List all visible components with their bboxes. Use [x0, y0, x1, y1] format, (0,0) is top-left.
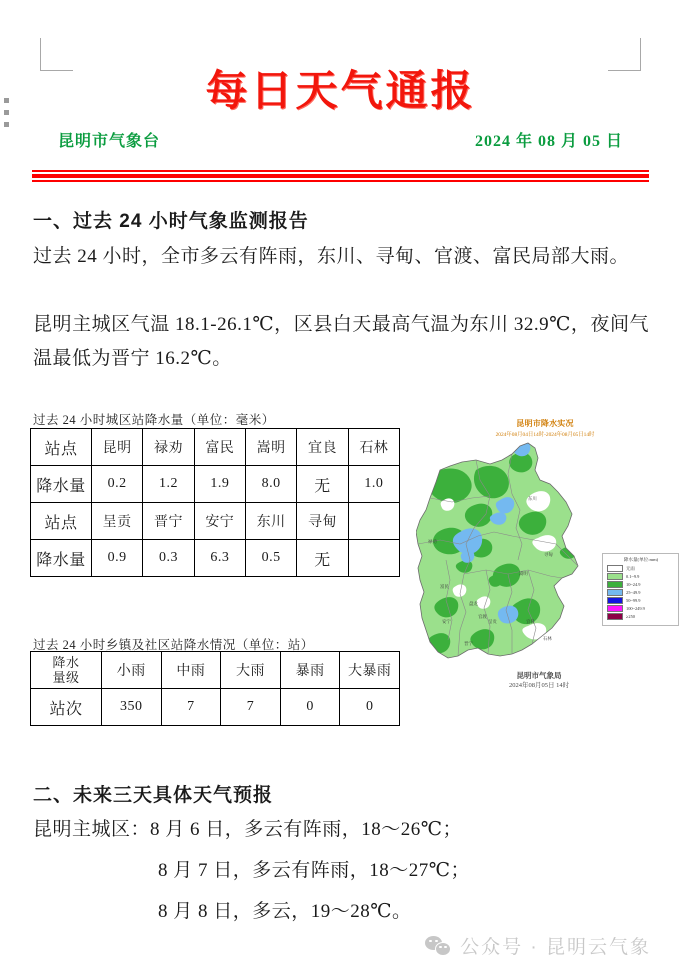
township-precipitation-grade-table	[30, 651, 400, 726]
map-title: 昆明市降水实况	[516, 419, 574, 428]
count-value-2: 7	[221, 689, 281, 726]
legend-swatch	[607, 589, 623, 596]
data-cell: 富民	[194, 429, 245, 466]
kunming-precipitation-map-svg	[416, 440, 606, 668]
map-district-label: 石林	[543, 637, 552, 642]
data-cell: 嵩明	[245, 429, 296, 466]
count-row-label: 站次	[31, 689, 102, 726]
data-cell	[348, 540, 399, 577]
count-value-1: 7	[161, 689, 221, 726]
section-2-heading: 二、未来三天具体天气预报	[33, 785, 274, 806]
header-divider-rules	[32, 170, 649, 182]
count-value-0: 350	[102, 689, 162, 726]
map-subtitle: 2024年08月04日14时-2024年08月05日14时	[495, 432, 595, 438]
map-footer-time: 2024年08月05日 14时	[508, 682, 570, 689]
data-cell: 1.9	[194, 466, 245, 503]
row-label-cell: 降水量	[31, 540, 92, 577]
data-cell: 呈贡	[92, 503, 143, 540]
legend-swatch	[607, 597, 623, 604]
legend-label: 0.1~9.9	[626, 574, 640, 579]
grade-header-2: 大雨	[221, 652, 281, 689]
grade-header-line2: 量级	[52, 670, 80, 685]
issuing-office: 昆明市气象台	[58, 133, 161, 150]
data-cell: 东川	[245, 503, 296, 540]
map-district-label: 禄劝	[428, 540, 437, 545]
row-label-cell: 站点	[31, 429, 92, 466]
grade-header-3: 暴雨	[280, 652, 340, 689]
grade-header-1: 中雨	[161, 652, 221, 689]
map-district-label: 呈贡	[488, 620, 497, 625]
legend-row	[607, 573, 675, 580]
data-cell: 8.0	[245, 466, 296, 503]
legend-title: 降水量(单位:mm)	[623, 557, 659, 562]
wechat-icon	[425, 936, 451, 956]
legend-row	[607, 613, 675, 620]
legend-row	[607, 597, 675, 604]
data-cell: 6.3	[194, 540, 245, 577]
section-1-heading: 一、过去 24 小时气象监测报告	[33, 211, 309, 232]
map-district-label: 晋宁	[464, 642, 473, 647]
forecast-line-2: 8 月 8 日，多云，19～28℃。	[158, 901, 412, 922]
legend-swatch	[607, 581, 623, 588]
legend-row	[607, 605, 675, 612]
data-cell: 0.5	[245, 540, 296, 577]
map-district-label: 嵩明	[519, 572, 528, 577]
data-cell: 1.0	[348, 466, 399, 503]
data-cell	[348, 503, 399, 540]
legend-label: 50~99.9	[626, 598, 641, 603]
count-value-4: 0	[340, 689, 400, 726]
legend-label: 25~49.9	[626, 590, 641, 595]
legend-row	[607, 581, 675, 588]
table-row	[31, 503, 400, 540]
data-cell: 1.2	[143, 466, 194, 503]
legend-row	[607, 589, 675, 596]
map-district-label: 宜良	[526, 620, 535, 625]
legend-label: 100~249.9	[626, 606, 645, 611]
footer-text: 公众号 · 昆明云气象	[460, 937, 651, 958]
grade-header-line1: 降水	[52, 655, 80, 670]
section-1-paragraph-2: 昆明主城区气温 18.1-26.1℃，区县白天最高气温为东川 32.9℃，夜间气温最低为晋宁 16.2℃。	[33, 314, 649, 369]
data-cell: 无	[297, 466, 348, 503]
data-cell: 安宁	[194, 503, 245, 540]
legend-swatch	[607, 573, 623, 580]
data-cell: 禄劝	[143, 429, 194, 466]
grade-header-4: 大暴雨	[340, 652, 400, 689]
data-cell: 昆明	[92, 429, 143, 466]
page-title: 每日天气通报	[205, 69, 476, 115]
map-footer-org: 昆明市气象局	[516, 671, 562, 680]
section-1-paragraph-1: 过去 24 小时，全市多云有阵雨，东川、寻甸、官渡、富民局部大雨。	[33, 246, 630, 267]
header-meta-row	[58, 128, 623, 151]
data-cell: 宜良	[297, 429, 348, 466]
data-cell: 0.2	[92, 466, 143, 503]
grade-header-cell	[31, 652, 102, 689]
map-district-label: 安宁	[442, 620, 451, 625]
map-district-label: 官渡	[478, 615, 487, 620]
legend-label: 无雨	[626, 565, 635, 571]
map-legend	[602, 553, 679, 626]
legend-label: ≥250	[626, 614, 635, 619]
table-row	[31, 540, 400, 577]
row-label-cell: 站点	[31, 503, 92, 540]
data-cell: 0.9	[92, 540, 143, 577]
map-canvas	[416, 440, 606, 668]
footer-watermark	[425, 932, 651, 959]
map-district-label: 盘龙	[469, 602, 478, 607]
table-2-caption: 过去 24 小时乡镇及社区站降水情况（单位：站）	[33, 638, 314, 652]
forecast-line-0: 昆明主城区：8 月 6 日，多云有阵雨，18～26℃；	[33, 819, 463, 840]
map-district-label: 东川	[528, 497, 537, 502]
count-value-3: 0	[280, 689, 340, 726]
data-cell: 寻甸	[297, 503, 348, 540]
precipitation-map-panel	[416, 418, 674, 693]
urban-station-precipitation-table	[30, 428, 400, 577]
legend-swatch	[607, 605, 623, 612]
issue-date: 2024 年 08 月 05 日	[474, 133, 623, 150]
table-1-caption: 过去 24 小时城区站降水量（单位：毫米）	[33, 413, 275, 427]
data-cell: 石林	[348, 429, 399, 466]
table-row	[31, 689, 400, 726]
legend-swatch	[607, 565, 623, 572]
legend-row	[607, 565, 675, 572]
row-label-cell: 降水量	[31, 466, 92, 503]
map-district-label: 富民	[440, 585, 449, 590]
data-cell: 0.3	[143, 540, 194, 577]
data-cell: 晋宁	[143, 503, 194, 540]
grade-header-0: 小雨	[102, 652, 162, 689]
table-row	[31, 466, 400, 503]
table-row	[31, 429, 400, 466]
forecast-line-1: 8 月 7 日，多云有阵雨，18～27℃；	[158, 860, 471, 881]
map-district-label: 寻甸	[544, 553, 553, 558]
legend-label: 10~24.9	[626, 582, 641, 587]
table-row	[31, 652, 400, 689]
legend-swatch	[607, 613, 623, 620]
data-cell: 无	[297, 540, 348, 577]
